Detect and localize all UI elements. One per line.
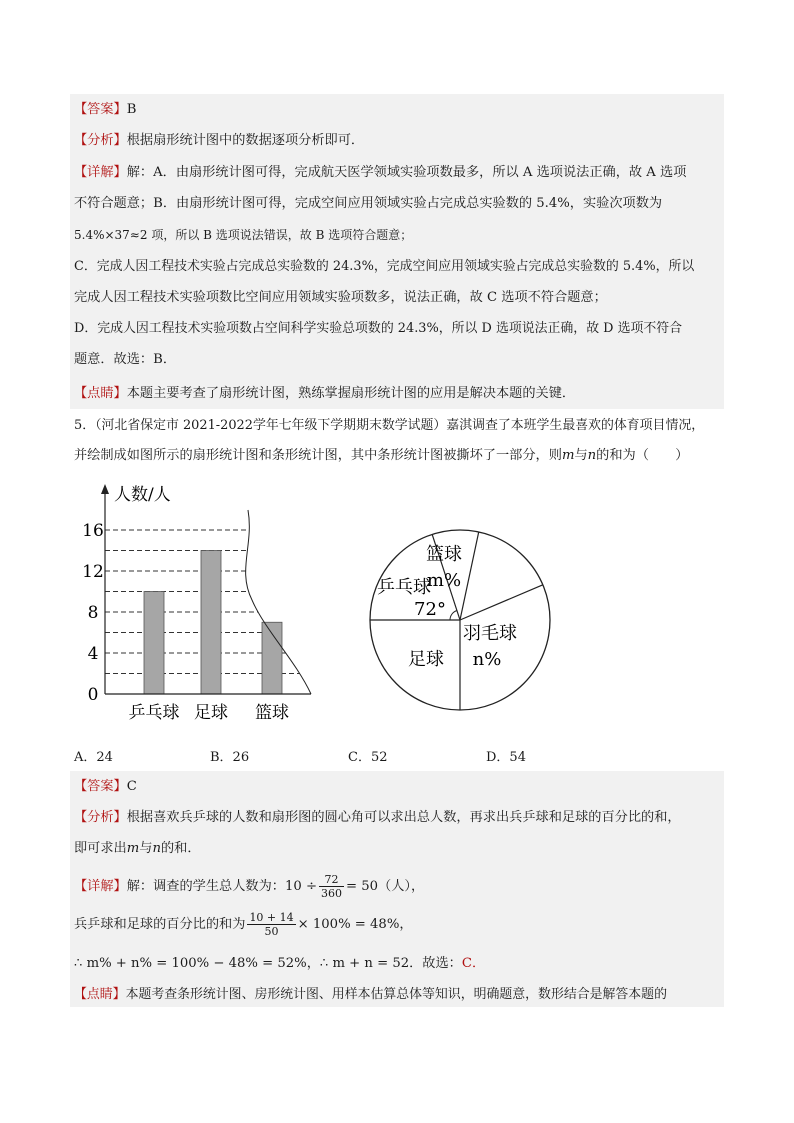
- q4-detail-6: D．完成人因工程技术实验项数占空间科学实验总项数的 24.3%，所以 D 选项说法正确，故 D 选项不符合: [74, 321, 683, 336]
- y-tick-label: 8: [87, 603, 99, 623]
- q4-detail-7: 题意．故选：B．: [74, 352, 177, 367]
- q4-analysis: 【分析】根据扇形统计图中的数据逐项分析即可．: [74, 133, 365, 148]
- q5-detail-2: 兵乒球和足球的百分比的和为 $\frac{10 + 14}{50}$ × 100% = 48%，: [74, 911, 413, 938]
- y-axis-label: 人数/人: [114, 485, 171, 505]
- x-tick-label: 篮球: [255, 703, 289, 723]
- pie-label: n%: [472, 649, 502, 670]
- y-axis-arrow: [101, 484, 109, 494]
- pie-label: 72°: [414, 599, 446, 620]
- x-tick-label: 足球: [194, 703, 228, 723]
- y-tick-label: 16: [82, 521, 104, 541]
- q5-analysis-2: 即可求出m与n的和．: [74, 841, 201, 856]
- option-d[interactable]: D．54: [486, 750, 526, 765]
- q5-stem-1: 5．（河北省保定市 2021-2022学年七年级下学期期末数学试题）嘉淇调查了本班学生最喜欢的体育项目情况，: [74, 418, 705, 433]
- bar-足球: [201, 551, 221, 695]
- q4-comment: 【点睛】本题主要考查了扇形统计图，熟练掌握扇形统计图的应用是解决本题的关键．: [74, 386, 576, 401]
- q4-detail-5: 完成人因工程技术实验项数比空间应用领域实验项数多，说法正确，故 C 选项不符合题意；: [74, 290, 607, 305]
- q4-detail-2: 不符合题意；B．由扇形统计图可得，完成空间应用领域实验占完成总实验数的 5.4%，实验次项数为: [74, 196, 663, 211]
- option-a[interactable]: A．24: [74, 750, 113, 765]
- q4-detail-3: 5.4%×37≈2 项，所以 B 选项说法错误，故 B 选项符合题意；: [74, 228, 413, 242]
- pie-label: m%: [426, 570, 462, 591]
- option-b[interactable]: B．26: [210, 750, 250, 765]
- pie-label: 乒乓球: [377, 577, 431, 598]
- pie-label: 足球: [408, 649, 444, 670]
- pie-label: 羽毛球: [463, 623, 517, 644]
- fraction-24-50: $\frac{10 + 14}{50}$: [249, 911, 294, 938]
- pie-label: 篮球: [426, 544, 462, 565]
- y-tick-label: 12: [82, 562, 104, 582]
- q5-answer: 【答案】C: [74, 779, 137, 794]
- q5-detail-1: 【详解】解：调查的学生总人数为：10 ÷ $\frac{72}{360}$ = 50（人），: [74, 873, 425, 900]
- q4-detail-4: C．完成人因工程技术实验占完成总实验数的 24.3%，完成空间应用领域实验占完成总实验数的 5.4%，所以: [74, 259, 695, 274]
- q5-comment: 【点睛】本题考查条形统计图、房形统计图、用样本估算总体等知识，明确题意，数形结合是解答本题的: [74, 987, 667, 1002]
- q5-detail-3: ∴ m% + n% = 100% − 48% = 52%，∴ m + n = 52．故选：C．: [74, 956, 486, 971]
- option-c[interactable]: C．52: [348, 750, 388, 765]
- y-tick-label: 4: [87, 644, 99, 664]
- q5-stem-2: 并绘制成如图所示的扇形统计图和条形统计图，其中条形统计图被撕坏了一部分，则m与n的和为（ ）: [74, 448, 689, 463]
- fraction-72-360: $\frac{72}{360}$: [321, 873, 343, 900]
- q4-answer: 【答案】B: [74, 102, 137, 117]
- q5-analysis-1: 【分析】根据喜欢兵乒球的人数和扇形图的圆心角可以求出总人数，再求出兵乒球和足球的百分比的和，: [74, 810, 681, 825]
- x-tick-label: 乒乓球: [128, 703, 180, 723]
- bar-乒乓球: [144, 592, 164, 695]
- pie-chart: [360, 515, 560, 715]
- bar-chart: [70, 478, 330, 728]
- q4-detail-1: 【详解】解：A．由扇形统计图可得，完成航天医学领域实验项数最多，所以 A 选项说法正确，故 A 选项: [74, 165, 687, 180]
- y-tick-label: 0: [87, 685, 99, 705]
